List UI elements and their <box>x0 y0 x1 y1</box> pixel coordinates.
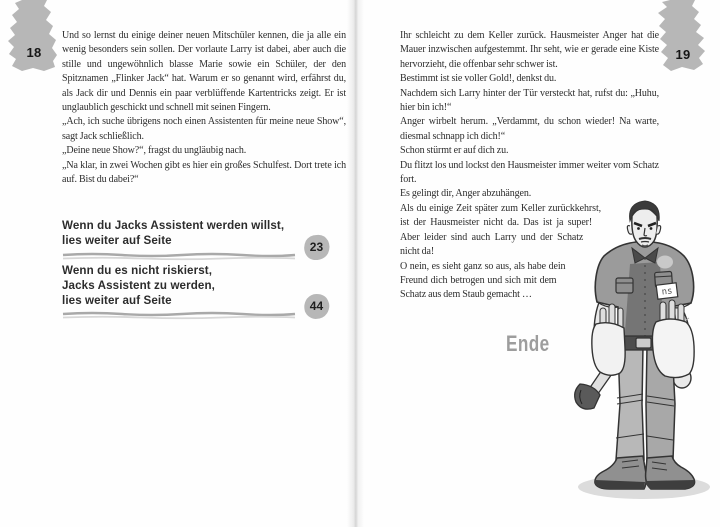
choice-text-line: lies weiter auf Seite <box>62 233 172 247</box>
page-tab-right <box>656 0 712 76</box>
name-badge <box>656 283 678 299</box>
choice-page-link[interactable] <box>303 234 330 261</box>
shirt-emblem <box>657 256 673 269</box>
choice-text-line: Wenn du es nicht riskierst, <box>62 264 213 277</box>
ende-label: Ende <box>506 331 550 356</box>
chest-pocket <box>616 278 633 293</box>
choice-text-line: lies weiter auf Seite <box>62 293 172 307</box>
hand-drawn-rule <box>62 311 296 320</box>
paragraph: Und so lernst du einige deiner neuen Mitschüler kennen, die ja alle ein wenig besonders sein sollen. Der vorlaute Larry ist dabei, aber auch die stille und ungewöhnlich blasse Marie sowie ein Schüler, der den Spitznamen „Flinker Jack“ hat. Warum er so genannt wird, erfährst du, als Jack dir und Dennis ein paar verblüffende Kartentricks zeigt. Er ist unglaublich geschickt und schnell mit seinen Fingern. <box>62 30 346 114</box>
paragraph: „Ach, ich suche übrigens noch einen Assistenten für meine neue Show“, sagt Jack schließlich. <box>62 116 346 142</box>
page-tab-left <box>4 0 60 76</box>
choice-target-page: 23 <box>309 239 324 254</box>
paragraph: Bestimmt ist sie voller Gold!, denkst du. <box>400 73 557 85</box>
choice-target-page: 44 <box>309 299 324 314</box>
hand-drawn-rule <box>62 252 296 261</box>
paragraph: Als du einige Zeit später zum Keller zurückkehrst, ist der Hausmeister nicht da. Das ist ja super! Aber leider sind auch Larry und der Schatz nicht da! <box>400 202 602 258</box>
paragraph: „Deine neue Show?“, fragst du ungläubig nach. <box>62 145 247 157</box>
tool-pouch-left <box>592 323 625 376</box>
left-page-text <box>62 29 346 187</box>
torn-paper-shape <box>656 0 712 76</box>
paragraph: Anger wirbelt herum. „Verdammt, du schon wieder! Na warte, diesmal schnapp ich dich!“ <box>400 116 659 142</box>
choice-option-2 <box>62 264 346 320</box>
paragraph: „Na klar, in zwei Wochen gibt es hier ein großes Schulfest. Dort trete ich auf. Bist du dabei?“ <box>62 159 346 186</box>
torn-paper-shape <box>4 0 60 76</box>
paragraph: Du flitzt los und lockst den Hausmeister immer weiter vom Schatz fort. <box>400 159 659 186</box>
choice-text-line: Wenn du Jacks Assistent werden willst, <box>62 219 285 232</box>
tool-pouch-right <box>652 319 694 378</box>
choice-option-1 <box>62 219 346 261</box>
paragraph: Schon stürmt er auf dich zu. <box>400 145 509 157</box>
janitor-illustration <box>570 190 720 510</box>
mustache <box>639 238 651 239</box>
page-number-left: 18 <box>26 45 42 60</box>
janitor-drawing <box>570 190 720 510</box>
belt-buckle <box>636 338 651 348</box>
book-gutter <box>347 0 364 527</box>
choice-text-line: Jacks Assistent zu werden, <box>62 278 215 292</box>
paragraph: Ihr schleicht zu dem Keller zurück. Hausmeister Anger hat die Mauer inzwischen aufgestemmt. Ihr seht, wie er gerade eine Kiste hervorzieht, die offenbar sehr schwer ist. <box>400 30 659 70</box>
paragraph: Es gelingt dir, Anger abzuhängen. <box>400 188 532 200</box>
svg-text:ns: ns <box>661 286 674 298</box>
page-number-right: 19 <box>675 47 691 62</box>
choice-page-link[interactable] <box>303 293 330 320</box>
paragraph: Nachdem sich Larry hinter der Tür versteckt hat, rufst du: „Huhu, hier bin ich!“ <box>400 87 659 114</box>
paragraph: O nein, es sieht ganz so aus, als habe dein Freund dich betrogen und sich mit dem Schatz aus dem Staub gemacht … <box>400 260 566 301</box>
